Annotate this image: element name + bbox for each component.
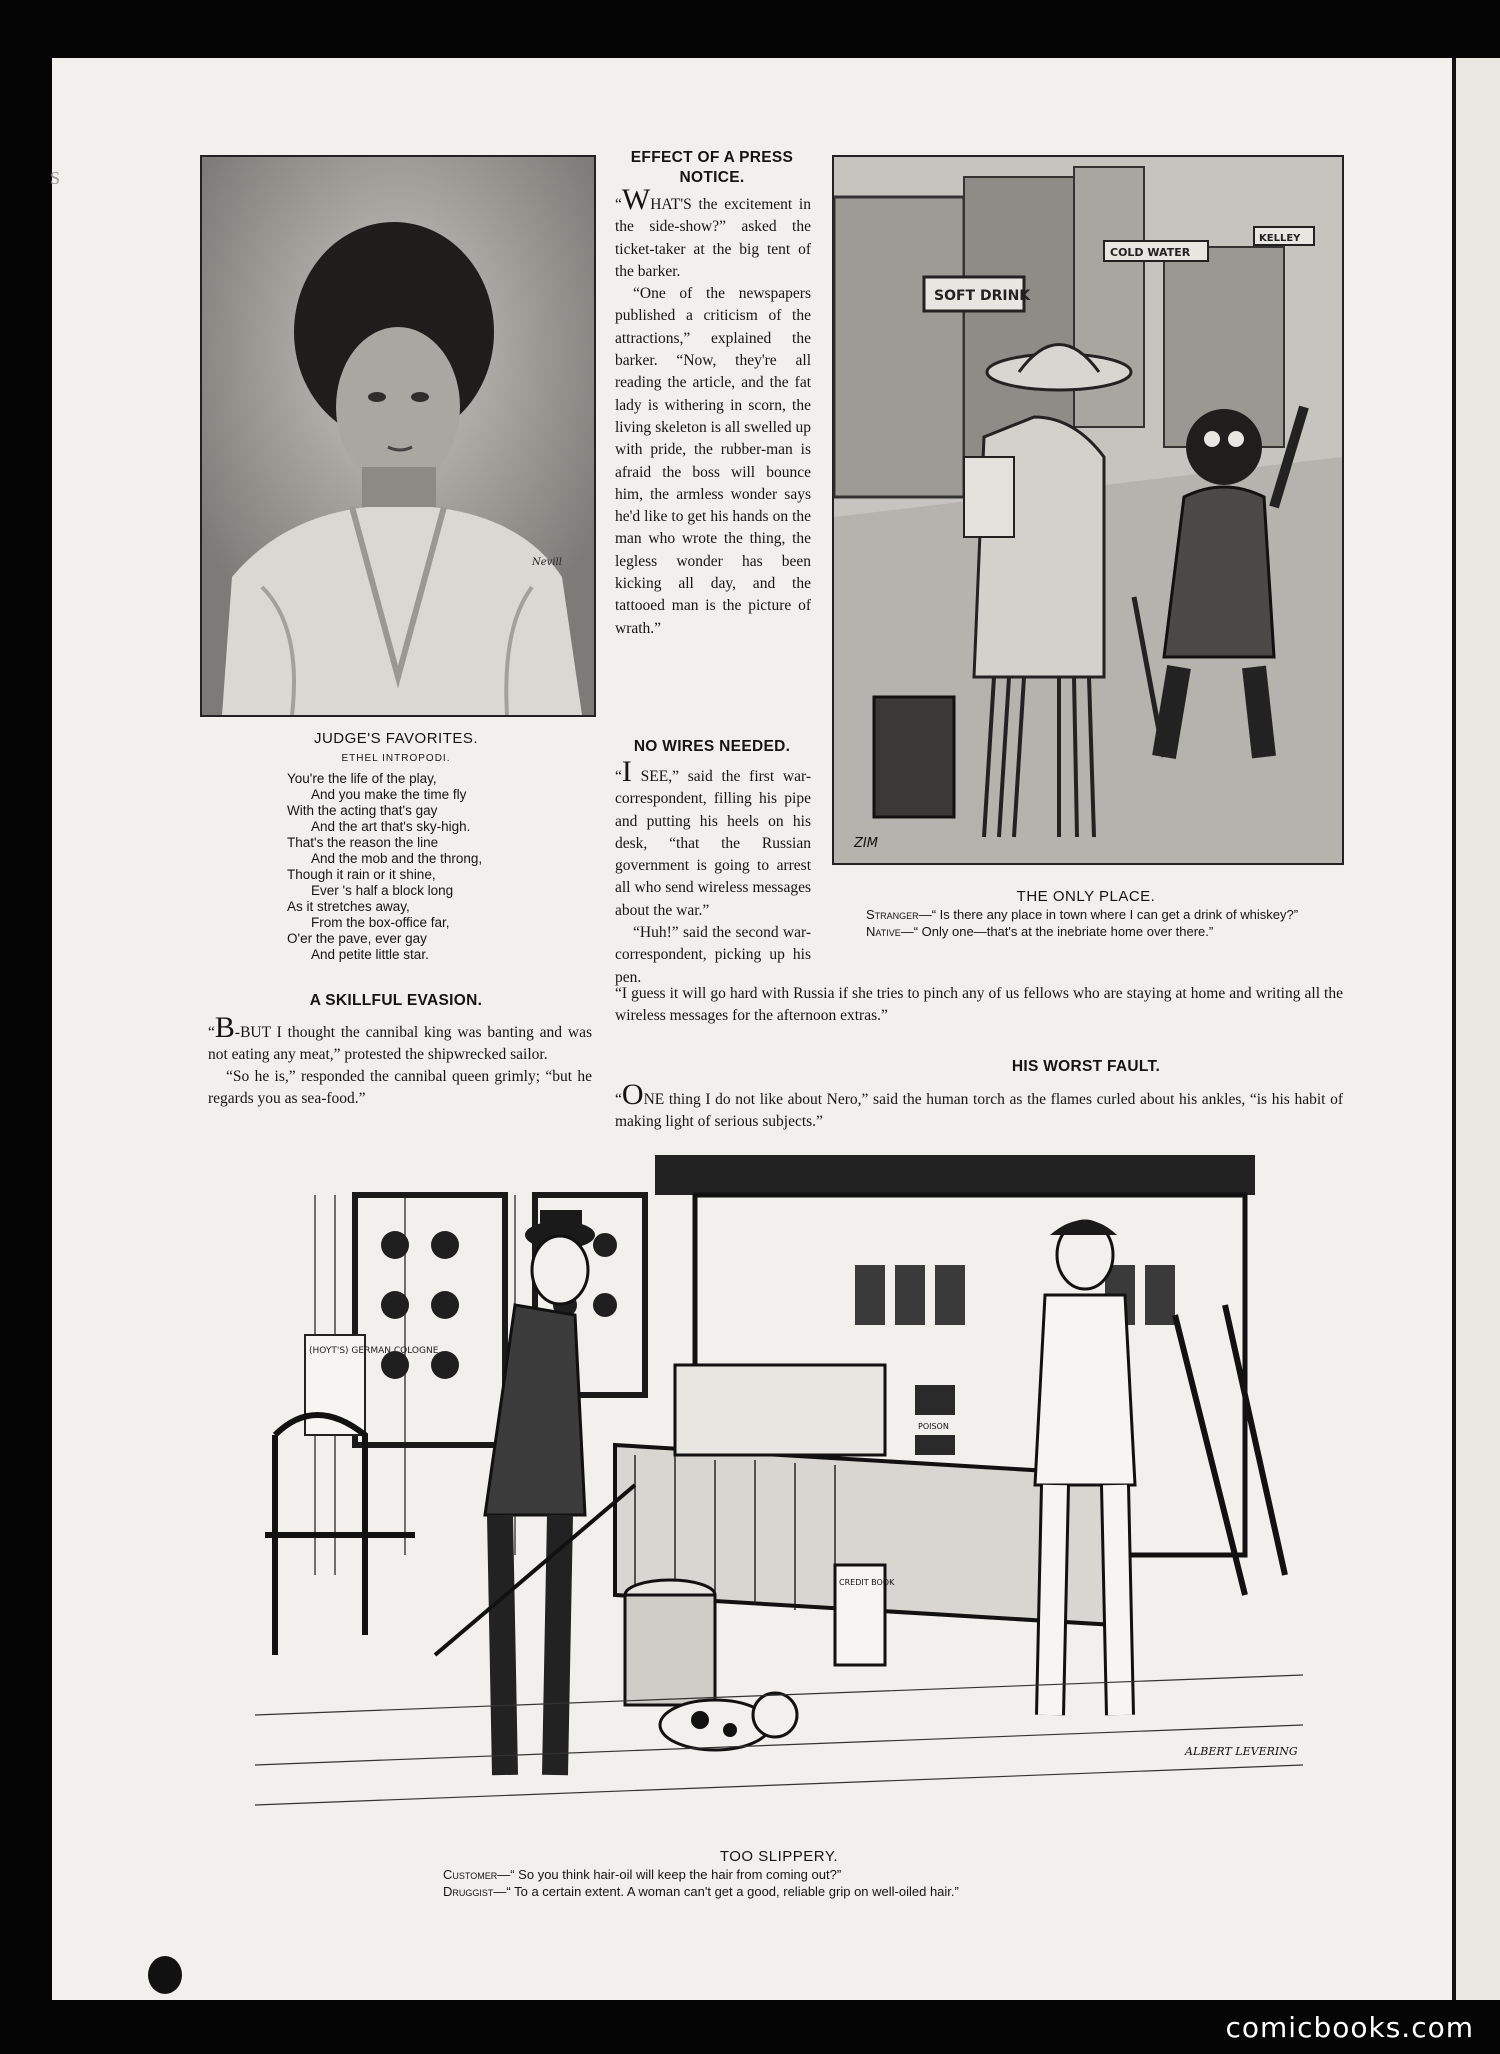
portrait-photo [200,155,596,717]
drugstore-scene [255,1155,1303,1831]
press-notice-paragraph-1: “WHAT'S the excitement in the side-show?” asked the ticket-taker at the big tent of the barker. [615,183,811,280]
skillful-evasion-paragraph-1: “B-BUT I thought the cannibal king was banting and was not eating any meat,” protested the shipwrecked sailor. [208,1011,592,1063]
poem-line: Though it rain or it shine, [287,867,436,882]
corner-mark: S [50,168,61,188]
sign-credit-book: CREDIT BOOK [839,1578,895,1587]
only-place-title: THE ONLY PLACE. [1016,888,1156,905]
only-place-dialog [832,906,1344,940]
sign-kelley: KELLEY [1259,233,1301,244]
poem-line: And you make the time fly [311,787,467,802]
too-slippery-dialog [443,1866,1303,1900]
drop-initial-w: W [621,183,651,216]
drop-initial-i: I [621,755,632,788]
skillful-evasion-paragraph-2: “So he is,” responded the cannibal queen grimly; “but he regards you as sea-food.” [208,1068,592,1107]
no-wires-text [615,755,811,989]
press-notice-text [615,183,811,640]
facing-page-edge [1456,58,1500,2000]
poem-line: From the box-office far, [311,915,450,930]
judges-favorites-subject: ETHEL INTROPODI. [341,753,451,764]
ink-blot [148,1956,182,1994]
skillful-evasion-title: A SKILLFUL EVASION. [309,992,483,1009]
press-notice-paragraph-2: “One of the newspapers published a criticism of the attractions,” explained the barker. “Now, they're all reading the article, and the fat lady is withering in scorn, the living skeleton is all swelled up with pride, the rubber-man is afraid the boss will bounce him, the armless wonder says he'd like to get his hands on the man who wrote the thing, the legless wonder has been kicking all day, and the tattooed man is the picture of wrath.” [615,285,811,637]
poem-line: You're the life of the play, [287,771,437,786]
poem-line: As it stretches away, [287,899,410,914]
only-place-illustration [834,157,1342,863]
worst-fault-title: HIS WORST FAULT. [1011,1058,1161,1075]
poem-line: Ever 's half a block long [311,883,454,898]
poem-line: That's the reason the line [287,835,439,850]
no-wires-paragraph-3: “I guess it will go hard with Russia if she tries to pinch any of us fellows who are staying at home and writing all the wireless messages for the afternoon extras.” [615,985,1343,1024]
too-slippery-title: TOO SLIPPERY. [719,1848,839,1865]
too-slippery-signature: ALBERT LEVERING [1185,1745,1298,1758]
poem-line: With the acting that's gay [287,803,438,818]
customer-line: Customer—“ So you think hair-oil will keep the hair from coming out?” [443,1867,842,1882]
sign-cologne: (HOYT'S) GERMAN COLOGNE [309,1346,439,1356]
no-wires-paragraph-2: “Huh!” said the second war-correspondent, picking up his pen. [615,924,811,986]
poem-line: And the art that's sky-high. [311,819,471,834]
sign-cold-water: COLD WATER [1110,246,1191,259]
skillful-evasion-text [208,1011,592,1110]
sign-soft-drink: SOFT DRINK [934,288,1031,304]
photo-signature: Nevill [532,557,562,568]
native-line: Native—“ Only one—that's at the inebriate home over there.” [866,924,1214,939]
too-slippery-illustration [255,1155,1303,1831]
drop-initial-o: O [621,1078,644,1111]
judges-favorites-title: JUDGE'S FAVORITES. [313,730,479,747]
drop-initial-b: B [214,1011,235,1044]
worst-fault-text: “ONE thing I do not like about Nero,” said the human torch as the flames curled about his ankles, “is his habit of making light of serious subjects.” [615,1078,1343,1130]
watermark: comicbooks.com [1225,2011,1474,2044]
no-wires-paragraph-1: “I SEE,” said the first war-correspondent, filling his pipe and putting his heels on his desk, “that the Russian government is going to arrest all who send wireless messages about the war.” [615,755,811,919]
portrait-illustration [202,157,594,715]
stranger-line: Stranger—“ Is there any place in town where I can get a drink of whiskey?” [866,907,1299,922]
poem-line: And the mob and the throng, [311,851,483,866]
druggist-line: Druggist—“ To a certain extent. A woman can't get a good, reliable grip on well-oiled hair.” [443,1884,959,1899]
poem-line: O'er the pave, ever gay [287,931,427,946]
only-place-cartoon [832,155,1344,865]
only-place-signature: ZIM [854,836,878,851]
no-wires-title: NO WIRES NEEDED. [633,738,791,755]
sign-poison: POISON [918,1422,949,1431]
poem-line: And petite little star. [311,947,429,962]
press-notice-title: EFFECT OF A PRESS NOTICE. [630,149,794,186]
poem [287,771,587,963]
